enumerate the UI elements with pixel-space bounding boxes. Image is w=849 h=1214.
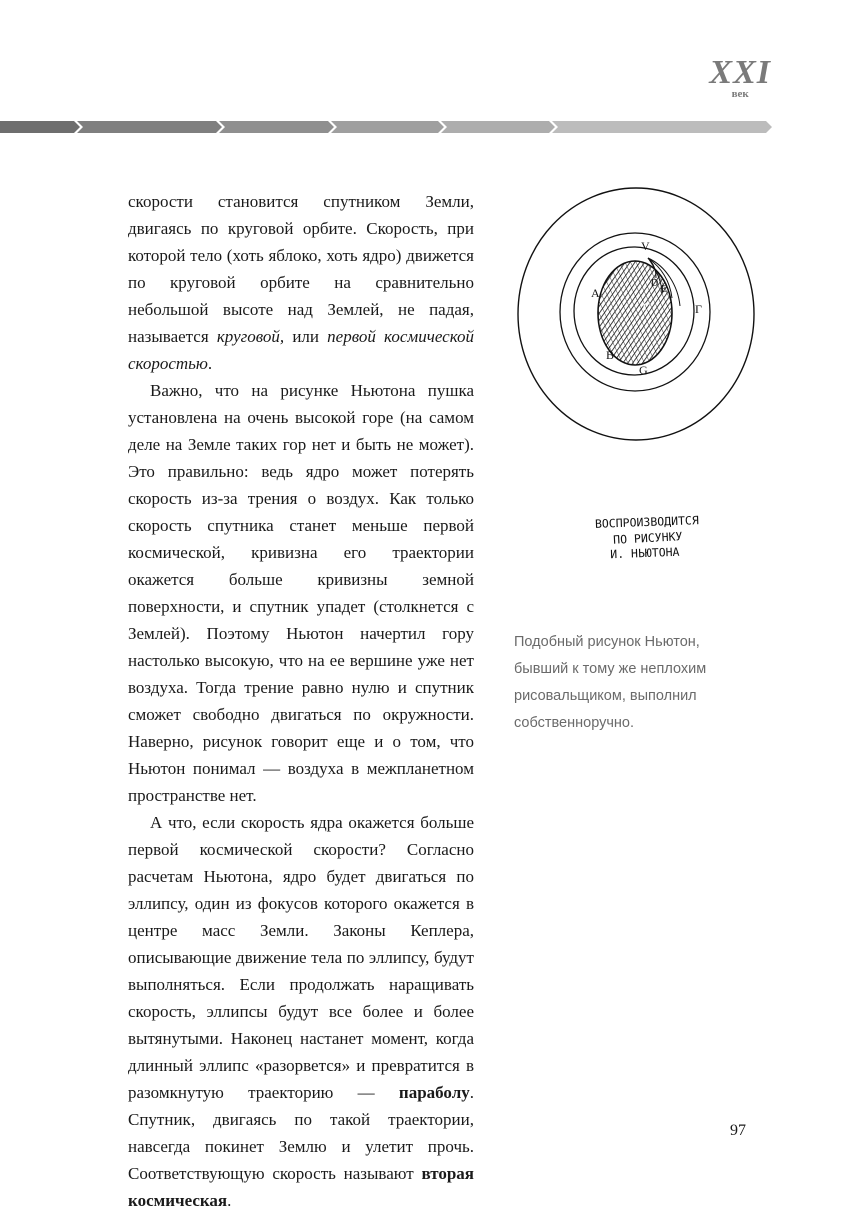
series-title: XXI (709, 54, 771, 91)
figure-note-line-1: ВОСПРОИЗВОДИТСЯ (594, 513, 700, 531)
p3-bold-2: вторая космическая (128, 1164, 474, 1210)
newton-orbit-figure (512, 186, 762, 586)
p3-text-b: . Спутник, двигаясь по такой траектории, навсегда покинет Землю и улетит прочь. Соответствующую скорость называют (128, 1083, 474, 1183)
p1-text-c: . (207, 354, 213, 373)
arrow-segment-5 (441, 121, 555, 133)
label-d: D (651, 278, 659, 289)
series-subtitle: век (731, 88, 749, 100)
p1-italic-1: круговой, (216, 327, 285, 346)
arrow-segment-1 (0, 121, 80, 133)
figure-caption: Подобный рисунок Ньютон, бывший к тому же неплохим рисовальщиком, выполнил собственноручно. (514, 634, 707, 731)
main-text (128, 188, 474, 1214)
p1-italic-2: первой космической скоростью (128, 327, 474, 373)
arrow-segment-2 (77, 121, 222, 133)
label-f: Γ (695, 302, 702, 316)
figure-note-line-3: И. НЬЮТОНА (610, 544, 680, 562)
arrow-segment-4 (331, 121, 444, 133)
label-g: G (639, 363, 648, 377)
series-header (709, 54, 771, 100)
p3-text-a: А что, если скорость ядра окажется больше первой космической скорости? Согласно расчетам Ньютона, ядро будет двигаться по эллипсу, один из фокусов которого окажется в центре масс Земли. Законы Кеплера, описывающие движение тела по эллипсу, будут выполняться. Если продолжать наращивать скорость, эллипсы будут все более и более вытянутыми. Наконец настанет момент, когда длинный эллипс «разорвется» и превратится в разомкнутую траекторию — (128, 813, 474, 1102)
p3-bold-1: параболу (398, 1083, 470, 1102)
arrow-segment-3 (219, 121, 334, 133)
paragraph-1 (128, 188, 474, 377)
label-a: A (591, 286, 600, 300)
figure-note-line-2: ПО РИСУНКУ (612, 529, 683, 547)
p3-text-c: . (227, 1191, 232, 1210)
paragraph-2: Важно, что на рисунке Ньютона пушка установлена на очень высокой горе (на самом деле на Земле таких гор нет и быть не может). Это правильно: ведь ядро может потерять скорость из-за трения о воздух. Как только скорость спутника станет меньше первой космической, кривизна его траектории окажется больше кривизны земной поверхности, и спутник упадет (столкнется с Землей). Поэтому Ньютон начертил гору настолько высокую, что на ее вершине уже нет воздуха. Тогда трение равно нулю и спутник сможет свободно двигаться по окружности. Наверно, рисунок говорит еще и о том, что Ньютон понимал — воздуха в межпланетном пространстве нет. (128, 381, 474, 805)
label-e: E (661, 284, 668, 295)
arrow-divider-bar (0, 116, 775, 138)
label-c: C (643, 301, 651, 313)
p1-text-b: или (284, 327, 328, 346)
label-v: V (641, 239, 650, 253)
page-number: 97 (730, 1122, 746, 1139)
p1-text-a: скорости становится спутником Земли, двигаясь по круговой орбите. Скорость, при которой тело (хоть яблоко, хоть ядро) движется по круговой орбите на сравнительно небольшой высоте над Землей, не падая, называется (128, 192, 474, 346)
arrow-segment-6 (552, 121, 772, 133)
paragraph-3 (128, 809, 474, 1214)
label-b: B (606, 348, 615, 362)
